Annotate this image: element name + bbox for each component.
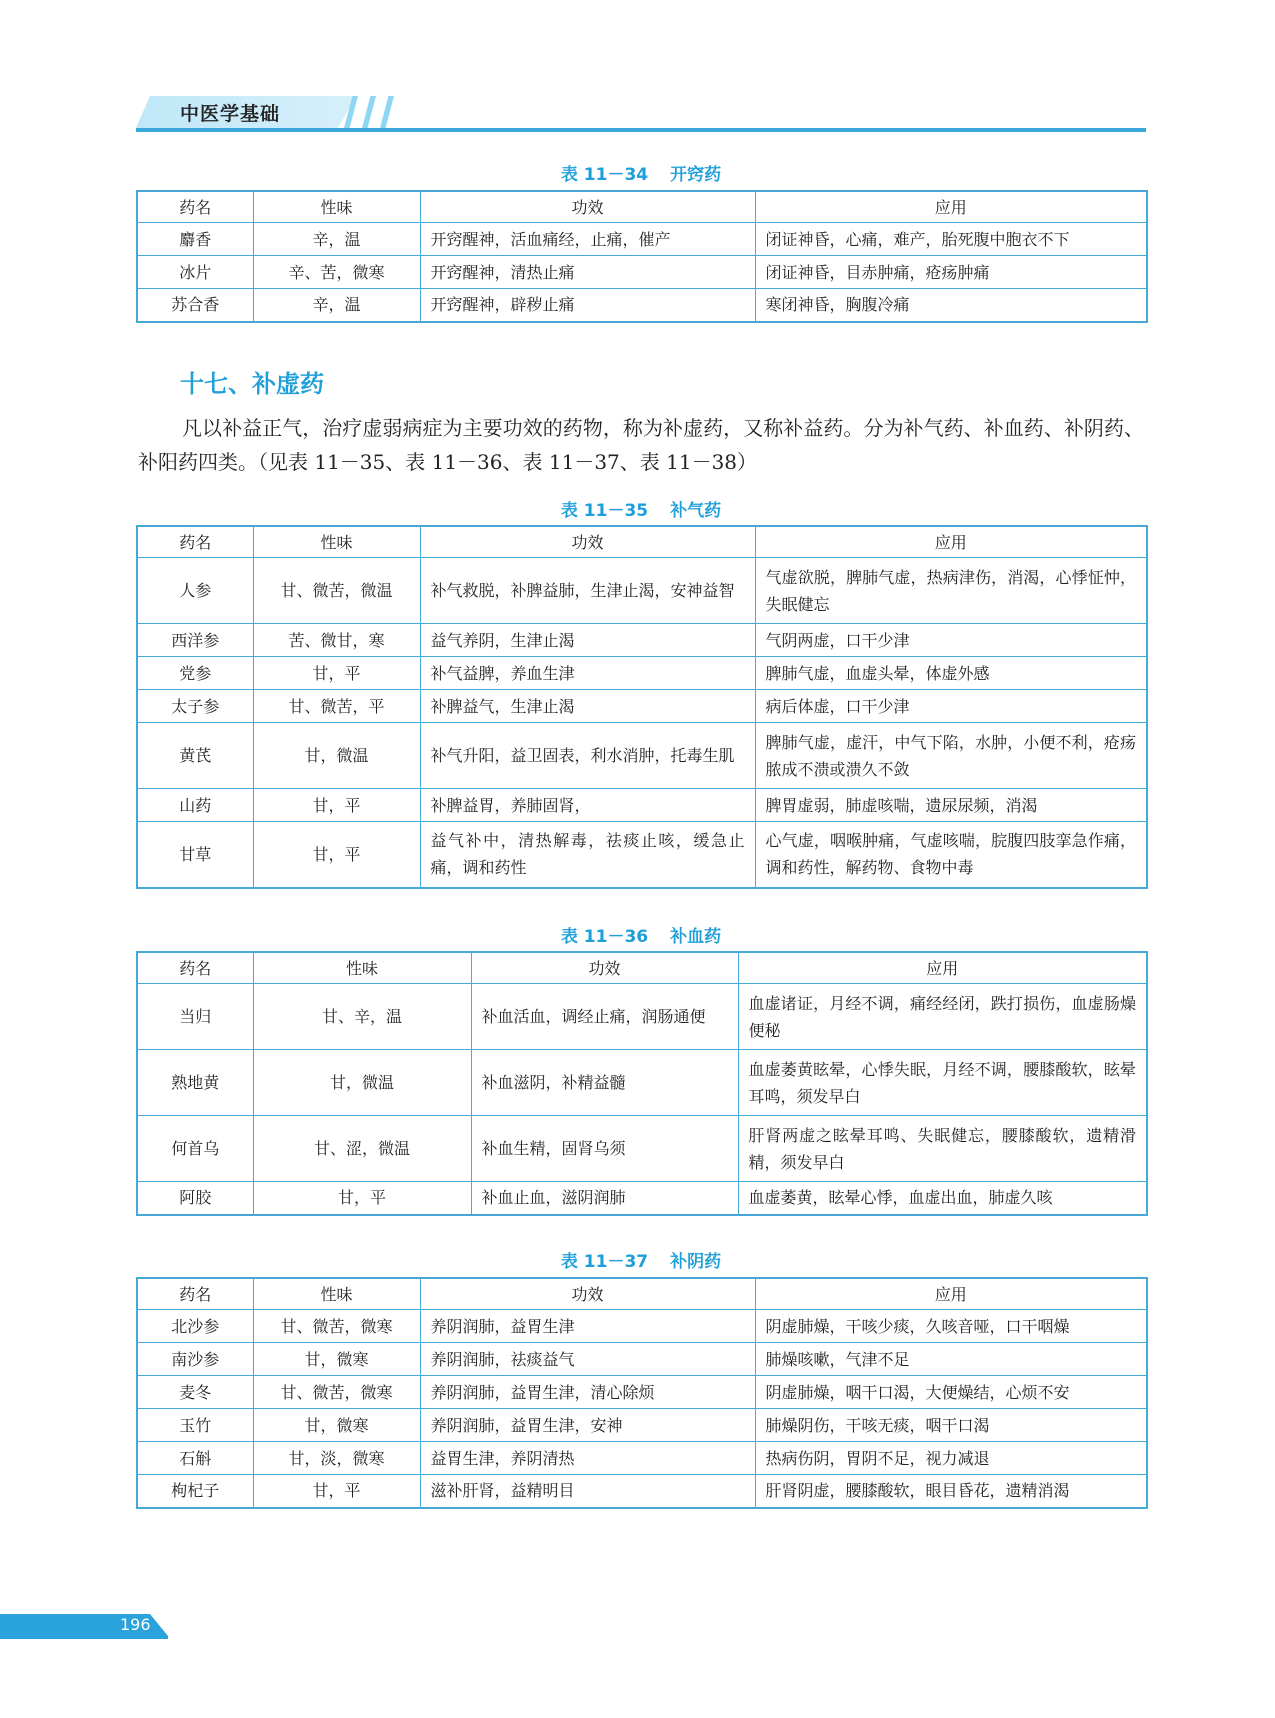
herb-effect: 开窍醒神，辟秽止痛 — [420, 289, 755, 322]
table-row — [137, 789, 1147, 822]
herb-application: 血虚诸证，月经不调，痛经经闭，跌打损伤，血虚肠燥便秘 — [738, 984, 1147, 1050]
table-title: 补气药 — [670, 501, 722, 521]
herb-effect: 养阴润肺，益胃生津，清心除烦 — [420, 1376, 755, 1409]
table-row — [137, 723, 1147, 789]
herb-application: 血虚萎黄眩晕，心悸失眠，月经不调，腰膝酸软，眩晕耳鸣，须发早白 — [738, 1050, 1147, 1116]
table-title: 补阴药 — [670, 1252, 722, 1272]
herb-name: 石斛 — [137, 1442, 253, 1475]
herb-application: 闭证神昏，心痛，难产，胎死腹中胞衣不下 — [755, 223, 1147, 256]
herb-application: 肺燥阴伤，干咳无痰，咽干口渴 — [755, 1409, 1147, 1442]
table-row — [137, 1409, 1147, 1442]
herb-name: 黄芪 — [137, 723, 253, 789]
herb-effect: 养阴润肺，益胃生津 — [420, 1310, 755, 1343]
table-caption — [136, 160, 1146, 185]
table-title: 开窍药 — [670, 165, 722, 185]
herb-application: 肝肾阴虚，腰膝酸软，眼目昏花，遗精消渴 — [755, 1475, 1147, 1508]
header-cell: 应用 — [755, 526, 1147, 558]
header-stripe — [380, 96, 394, 128]
herb-application: 脾肺气虚，虚汗，中气下陷，水肿，小便不利，疮疡脓成不溃或溃久不敛 — [755, 723, 1147, 789]
herb-effect: 益胃生津，养阴清热 — [420, 1442, 755, 1475]
header-cell: 应用 — [738, 952, 1147, 984]
herb-nature: 甘、微苦，微寒 — [253, 1310, 420, 1343]
table-caption — [136, 922, 1146, 947]
herb-application: 寒闭神昏，胸腹冷痛 — [755, 289, 1147, 322]
table-caption — [136, 1247, 1146, 1272]
table-buyin — [136, 1277, 1148, 1509]
header-cell: 药名 — [137, 952, 253, 984]
herb-name: 麦冬 — [137, 1376, 253, 1409]
table-number: 表 11－36 — [560, 927, 649, 947]
herb-nature: 甘，淡，微寒 — [253, 1442, 420, 1475]
header-cell: 性味 — [253, 526, 420, 558]
header-stripe — [362, 96, 376, 128]
herb-name: 何首乌 — [137, 1116, 253, 1182]
herb-effect: 补脾益胃，养肺固肾， — [420, 789, 755, 822]
herb-effect: 益气补中，清热解毒，祛痰止咳，缓急止痛，调和药性 — [420, 822, 755, 888]
header-cell: 功效 — [420, 1278, 755, 1310]
herb-name: 党参 — [137, 657, 253, 690]
table-row — [137, 1050, 1147, 1116]
header-cell: 药名 — [137, 526, 253, 558]
herb-name: 太子参 — [137, 690, 253, 723]
herb-name: 山药 — [137, 789, 253, 822]
herb-nature: 辛，温 — [253, 223, 420, 256]
table-row — [137, 1116, 1147, 1182]
table-number: 表 11－37 — [560, 1252, 649, 1272]
table-row — [137, 1376, 1147, 1409]
header-cell: 性味 — [253, 1278, 420, 1310]
herb-nature: 甘，平 — [253, 1182, 471, 1215]
table-row — [137, 657, 1147, 690]
table-number: 表 11－34 — [560, 165, 649, 185]
herb-effect: 养阴润肺，祛痰益气 — [420, 1343, 755, 1376]
table-row — [137, 822, 1147, 888]
herb-nature: 甘、涩，微温 — [253, 1116, 471, 1182]
header-cell: 功效 — [471, 952, 738, 984]
herb-name: 西洋参 — [137, 624, 253, 657]
section-paragraph: 凡以补益正气，治疗虚弱病症为主要功效的药物，称为补虚药，又称补益药。分为补气药、补血药、补阴药、补阳药四类。（见表 11－35、表 11－36、表 11－37、表 11－38） — [138, 416, 1144, 474]
herb-nature: 甘，微寒 — [253, 1409, 420, 1442]
herb-application: 肝肾两虚之眩晕耳鸣、失眠健忘，腰膝酸软，遗精滑精，须发早白 — [738, 1116, 1147, 1182]
table-row — [137, 256, 1147, 289]
herb-name: 阿胶 — [137, 1182, 253, 1215]
book-title: 中医学基础 — [180, 103, 281, 125]
header-cell: 药名 — [137, 191, 253, 223]
header-cell: 应用 — [755, 1278, 1147, 1310]
table-row — [137, 1475, 1147, 1508]
header-rule — [136, 128, 1146, 132]
herb-effect: 滋补肝肾，益精明目 — [420, 1475, 755, 1508]
herb-application: 闭证神昏，目赤肿痛，疮疡肿痛 — [755, 256, 1147, 289]
herb-name: 人参 — [137, 558, 253, 624]
herb-nature: 甘，平 — [253, 657, 420, 690]
table-number: 表 11－35 — [560, 501, 649, 521]
herb-effect: 补气升阳，益卫固表，利水消肿，托毒生肌 — [420, 723, 755, 789]
herb-application: 病后体虚，口干少津 — [755, 690, 1147, 723]
herb-name: 玉竹 — [137, 1409, 253, 1442]
header-cell: 性味 — [253, 191, 420, 223]
herb-effect: 补气救脱，补脾益肺，生津止渴，安神益智 — [420, 558, 755, 624]
herb-name: 熟地黄 — [137, 1050, 253, 1116]
table-row — [137, 984, 1147, 1050]
herb-effect: 养阴润肺，益胃生津，安神 — [420, 1409, 755, 1442]
header-cell: 应用 — [755, 191, 1147, 223]
herb-nature: 甘，平 — [253, 822, 420, 888]
table-row — [137, 690, 1147, 723]
header-cell: 功效 — [420, 191, 755, 223]
table-title: 补血药 — [670, 927, 722, 947]
herb-nature: 甘、微苦，平 — [253, 690, 420, 723]
table-kaiqiao — [136, 190, 1148, 323]
table-row — [137, 558, 1147, 624]
running-header — [136, 94, 1146, 134]
table-buqi — [136, 525, 1148, 889]
herb-application: 阴虚肺燥，干咳少痰，久咳音哑，口干咽燥 — [755, 1310, 1147, 1343]
herb-nature: 苦、微甘，寒 — [253, 624, 420, 657]
herb-name: 当归 — [137, 984, 253, 1050]
table-row — [137, 1182, 1147, 1215]
herb-nature: 辛，温 — [253, 289, 420, 322]
herb-application: 血虚萎黄，眩晕心悸，血虚出血，肺虚久咳 — [738, 1182, 1147, 1215]
table-row — [137, 1343, 1147, 1376]
herb-effect: 补血止血，滋阴润肺 — [471, 1182, 738, 1215]
herb-effect: 补脾益气，生津止渴 — [420, 690, 755, 723]
table-row — [137, 223, 1147, 256]
herb-application: 肺燥咳嗽，气津不足 — [755, 1343, 1147, 1376]
herb-nature: 甘，微温 — [253, 1050, 471, 1116]
herb-application: 气阴两虚，口干少津 — [755, 624, 1147, 657]
herb-application: 心气虚，咽喉肿痛，气虚咳喘，脘腹四肢挛急作痛，调和药性，解药物、食物中毒 — [755, 822, 1147, 888]
herb-nature: 甘，微温 — [253, 723, 420, 789]
herb-nature: 甘、微苦，微温 — [253, 558, 420, 624]
herb-name: 冰片 — [137, 256, 253, 289]
table-header-row — [137, 526, 1147, 558]
herb-application: 脾肺气虚，血虚头晕，体虚外感 — [755, 657, 1147, 690]
table-row — [137, 1442, 1147, 1475]
table-header-row — [137, 1278, 1147, 1310]
section-heading: 十七、补虚药 — [180, 370, 324, 398]
herb-name: 苏合香 — [137, 289, 253, 322]
page-number-rule — [0, 1636, 168, 1639]
herb-effect: 补血活血，调经止痛，润肠通便 — [471, 984, 738, 1050]
herb-application: 气虚欲脱，脾肺气虚，热病津伤，消渴，心悸怔忡，失眠健忘 — [755, 558, 1147, 624]
herb-name: 枸杞子 — [137, 1475, 253, 1508]
table-row — [137, 289, 1147, 322]
table-caption — [136, 496, 1146, 521]
header-cell: 功效 — [420, 526, 755, 558]
table-row — [137, 1310, 1147, 1343]
herb-effect: 益气养阴，生津止渴 — [420, 624, 755, 657]
herb-effect: 补血滋阴，补精益髓 — [471, 1050, 738, 1116]
herb-name: 南沙参 — [137, 1343, 253, 1376]
herb-nature: 辛、苦，微寒 — [253, 256, 420, 289]
herb-nature: 甘，平 — [253, 789, 420, 822]
table-header-row — [137, 191, 1147, 223]
table-row — [137, 624, 1147, 657]
herb-name: 麝香 — [137, 223, 253, 256]
header-cell: 性味 — [253, 952, 471, 984]
herb-effect: 补血生精，固肾乌须 — [471, 1116, 738, 1182]
herb-name: 北沙参 — [137, 1310, 253, 1343]
header-cell: 药名 — [137, 1278, 253, 1310]
herb-application: 阴虚肺燥，咽干口渴，大便燥结，心烦不安 — [755, 1376, 1147, 1409]
table-buxue — [136, 951, 1148, 1216]
table-header-row — [137, 952, 1147, 984]
herb-name: 甘草 — [137, 822, 253, 888]
herb-application: 热病伤阴，胃阴不足，视力减退 — [755, 1442, 1147, 1475]
herb-nature: 甘，微寒 — [253, 1343, 420, 1376]
herb-nature: 甘，平 — [253, 1475, 420, 1508]
herb-application: 脾胃虚弱，肺虚咳喘，遗尿尿频，消渴 — [755, 789, 1147, 822]
herb-effect: 补气益脾，养血生津 — [420, 657, 755, 690]
herb-effect: 开窍醒神，活血痛经，止痛，催产 — [420, 223, 755, 256]
herb-nature: 甘、辛，温 — [253, 984, 471, 1050]
page-number: 196 — [120, 1615, 151, 1634]
herb-effect: 开窍醒神，清热止痛 — [420, 256, 755, 289]
herb-nature: 甘、微苦，微寒 — [253, 1376, 420, 1409]
